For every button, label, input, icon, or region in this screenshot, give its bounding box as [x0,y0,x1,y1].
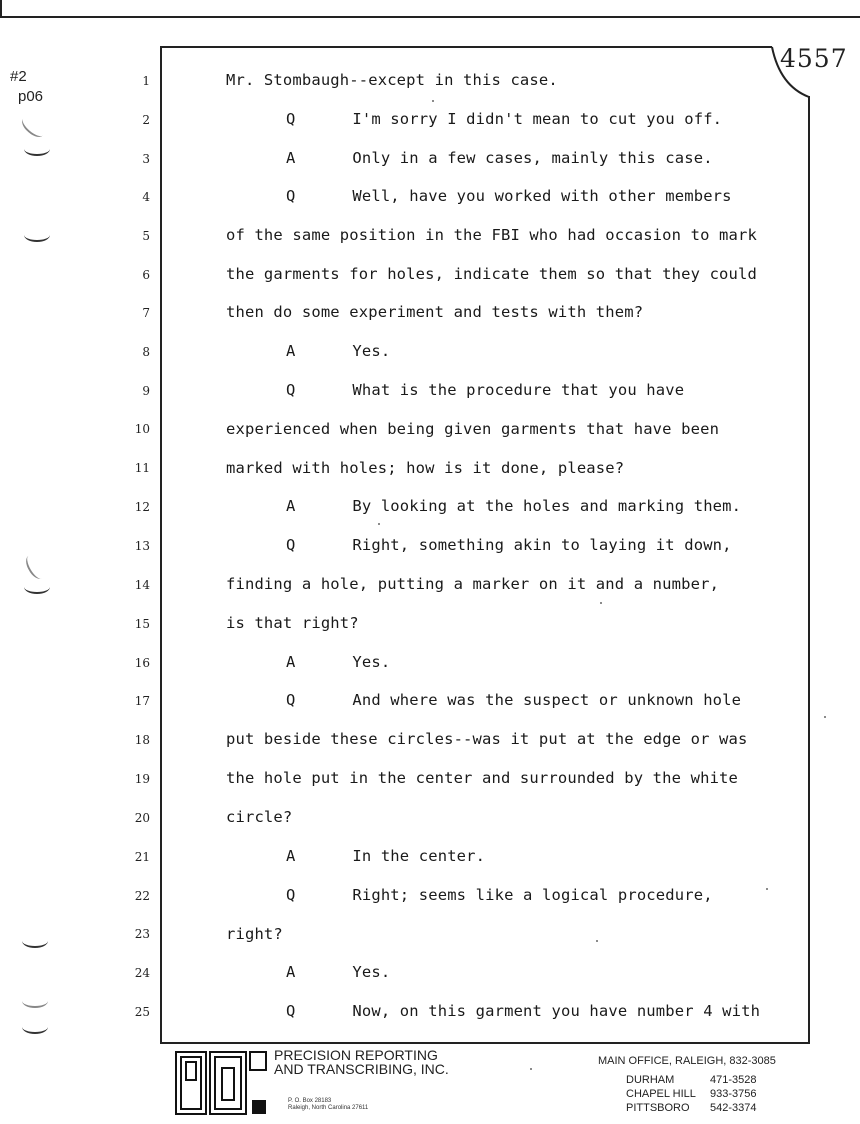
line-number: 14 [134,578,150,592]
transcript-line: circle? [226,808,293,826]
office-phone: 471-3528 [710,1074,757,1086]
speck [378,523,380,525]
transcript-line: Q And where was the suspect or unknown hole [286,691,742,709]
line-number: 11 [134,461,150,475]
transcript-line: the hole put in the center and surrounded by the white [226,769,739,787]
company-name-line2: AND TRANSCRIBING, INC. [274,1061,449,1077]
line-number: 24 [134,966,150,980]
frame-top-border [160,46,772,48]
frame-left-border [160,46,162,1044]
svg-text:P&T: P&T [221,1116,223,1117]
transcript-line: Q Now, on this garment you have number 4 with [286,1002,761,1020]
line-number: 5 [142,229,150,243]
line-number: 6 [142,268,150,282]
transcript-line: right? [226,925,283,943]
line-number: 7 [142,306,150,320]
speck [600,602,602,604]
punch-hole-mark [19,113,48,140]
company-logo [172,1048,270,1118]
line-number: 1 [142,74,150,88]
line-number: 8 [142,345,150,359]
punch-hole-mark [22,552,47,582]
po-box-line1: P. O. Box 28183 [288,1098,332,1104]
transcript-line: then do some experiment and tests with them? [226,303,644,321]
line-number: 19 [134,772,150,786]
transcript-line: put beside these circles--was it put at the edge or was [226,730,748,748]
line-number: 15 [134,617,150,631]
transcript-line: experienced when being given garments that have been [226,420,720,438]
line-number: 3 [142,152,150,166]
transcript-line: finding a hole, putting a marker on it and a number, [226,575,720,593]
transcript-line: Q Right; seems like a logical procedure, [286,886,713,904]
office-city: PITTSBORO [626,1102,690,1114]
margin-note-exhibit: #2 [10,68,27,85]
transcript-line: Q Well, have you worked with other members [286,187,732,205]
speck [530,1068,532,1070]
line-number: 16 [134,656,150,670]
transcript-line: A By looking at the holes and marking them. [286,497,742,515]
top-rule-edge [0,0,2,16]
page-number: 4557 [780,44,848,73]
frame-right-border [808,96,810,1044]
speck [432,100,434,102]
transcript-line: marked with holes; how is it done, please? [226,459,625,477]
top-rule [0,0,860,18]
speck [596,940,598,942]
company-name-line1: PRECISION REPORTING [274,1047,438,1063]
transcript-line: A In the center. [286,847,486,865]
line-number: 17 [134,694,150,708]
transcript-line: A Only in a few cases, mainly this case. [286,149,713,167]
line-number: 20 [134,811,150,825]
office-phone: 933-3756 [710,1088,757,1100]
line-number: 21 [134,850,150,864]
company-name [274,1048,449,1076]
line-number: 9 [142,384,150,398]
office-city: DURHAM [626,1074,675,1086]
line-number: 18 [134,733,150,747]
office-phone: 542-3374 [710,1102,757,1114]
line-number: 13 [134,539,150,553]
line-number: 2 [142,113,150,127]
transcript-line: Q I'm sorry I didn't mean to cut you off. [286,110,723,128]
punch-hole-mark [24,580,50,594]
punch-hole-mark [24,142,50,156]
frame-bottom-border [160,1042,810,1044]
po-box [288,1098,368,1112]
transcript-line: A Yes. [286,342,391,360]
office-city: CHAPEL HILL [626,1088,696,1100]
line-number: 12 [134,500,150,514]
margin-note-page: p06 [18,88,44,105]
speck [824,716,826,718]
speck [766,888,768,890]
transcript-line: is that right? [226,614,359,632]
main-office: MAIN OFFICE, RALEIGH, 832-3085 [598,1055,776,1067]
punch-hole-mark [24,228,50,242]
line-number: 4 [142,190,150,204]
transcript-line: the garments for holes, indicate them so that they could [226,265,757,283]
punch-hole-mark [22,994,48,1008]
transcript-line: A Yes. [286,653,391,671]
transcript-line: Mr. Stombaugh--except in this case. [226,71,558,89]
transcript-line: A Yes. [286,963,391,981]
line-number: 23 [134,927,150,941]
punch-hole-mark [22,934,48,948]
line-number: 22 [134,889,150,903]
transcript-line: Q What is the procedure that you have [286,381,685,399]
po-box-line2: Raleigh, North Carolina 27611 [288,1105,369,1111]
transcript-line: Q Right, something akin to laying it down, [286,536,732,554]
punch-hole-mark [22,1020,48,1034]
line-number: 10 [134,422,150,436]
transcript-line: of the same position in the FBI who had occasion to mark [226,226,757,244]
line-number: 25 [134,1005,150,1019]
